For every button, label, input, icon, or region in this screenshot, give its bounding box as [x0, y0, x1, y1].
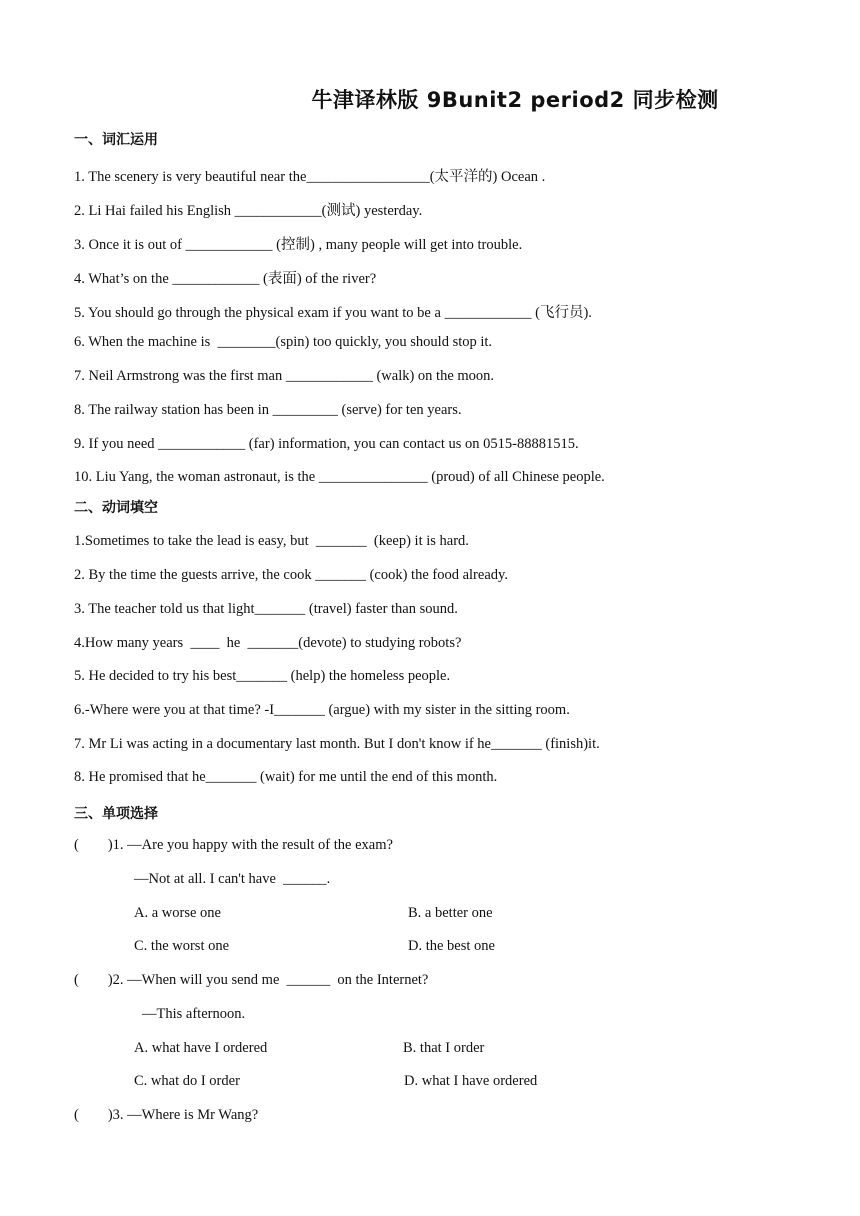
- choice-question-2: ( )2. —When will you send me ______ on the Internet?: [74, 972, 429, 988]
- vocab-item-3: 3. Once it is out of ____________ (控制) , many people will get into trouble.: [74, 237, 523, 253]
- verb-item-4: 4.How many years ____ he _______(devote) to studying robots?: [74, 635, 462, 651]
- vocab-item-9: 9. If you need ____________ (far) information, you can contact us on 0515-88881515.: [74, 436, 579, 452]
- verb-item-3: 3. The teacher told us that light_______ (travel) faster than sound.: [74, 601, 458, 617]
- section-heading-verbs: 二、动词填空: [74, 500, 158, 516]
- choice-2-option-d: D. what I have ordered: [404, 1073, 538, 1089]
- choice-1-option-a: A. a worse one: [134, 905, 221, 921]
- vocab-item-8: 8. The railway station has been in _________ (serve) for ten years.: [74, 402, 462, 418]
- choice-2-option-a: A. what have I ordered: [134, 1040, 268, 1056]
- vocab-item-1: 1. The scenery is very beautiful near the_________________(太平洋的) Ocean .: [74, 169, 546, 185]
- section-heading-vocab: 一、词汇运用: [74, 132, 158, 148]
- choice-1-option-c: C. the worst one: [134, 938, 230, 954]
- choice-1-reply: —Not at all. I can't have ______.: [134, 871, 331, 887]
- choice-2-option-c: C. what do I order: [134, 1073, 240, 1089]
- verb-item-7: 7. Mr Li was acting in a documentary last month. But I don't know if he_______ (finish)it.: [74, 736, 600, 752]
- vocab-item-6: 6. When the machine is ________(spin) too quickly, you should stop it.: [74, 334, 493, 350]
- choice-question-1: ( )1. —Are you happy with the result of the exam?: [74, 837, 393, 853]
- choice-1-option-d: D. the best one: [408, 938, 495, 954]
- vocab-item-7: 7. Neil Armstrong was the first man ____________ (walk) on the moon.: [74, 368, 495, 384]
- vocab-item-5: 5. You should go through the physical exam if you want to be a ____________ (飞行员).: [74, 305, 592, 321]
- choice-question-3: ( )3. —Where is Mr Wang?: [74, 1107, 259, 1123]
- section-heading-choice: 三、单项选择: [74, 806, 158, 822]
- vocab-item-2: 2. Li Hai failed his English ____________(测试) yesterday.: [74, 203, 423, 219]
- choice-2-reply: —This afternoon.: [142, 1006, 246, 1022]
- verb-item-6: 6.-Where were you at that time? -I_______ (argue) with my sister in the sitting room.: [74, 702, 570, 718]
- verb-item-1: 1.Sometimes to take the lead is easy, but _______ (keep) it is hard.: [74, 533, 469, 549]
- verb-item-2: 2. By the time the guests arrive, the cook _______ (cook) the food already.: [74, 567, 508, 583]
- verb-item-8: 8. He promised that he_______ (wait) for me until the end of this month.: [74, 769, 498, 785]
- choice-1-option-b: B. a better one: [408, 905, 493, 921]
- verb-item-5: 5. He decided to try his best_______ (help) the homeless people.: [74, 668, 451, 684]
- page-title: 牛津译林版 9Bunit2 period2 同步检测: [311, 88, 719, 112]
- vocab-item-10: 10. Liu Yang, the woman astronaut, is the _______________ (proud) of all Chinese people.: [74, 469, 605, 485]
- vocab-item-4: 4. What’s on the ____________ (表面) of the river?: [74, 271, 377, 287]
- choice-2-option-b: B. that I order: [403, 1040, 485, 1056]
